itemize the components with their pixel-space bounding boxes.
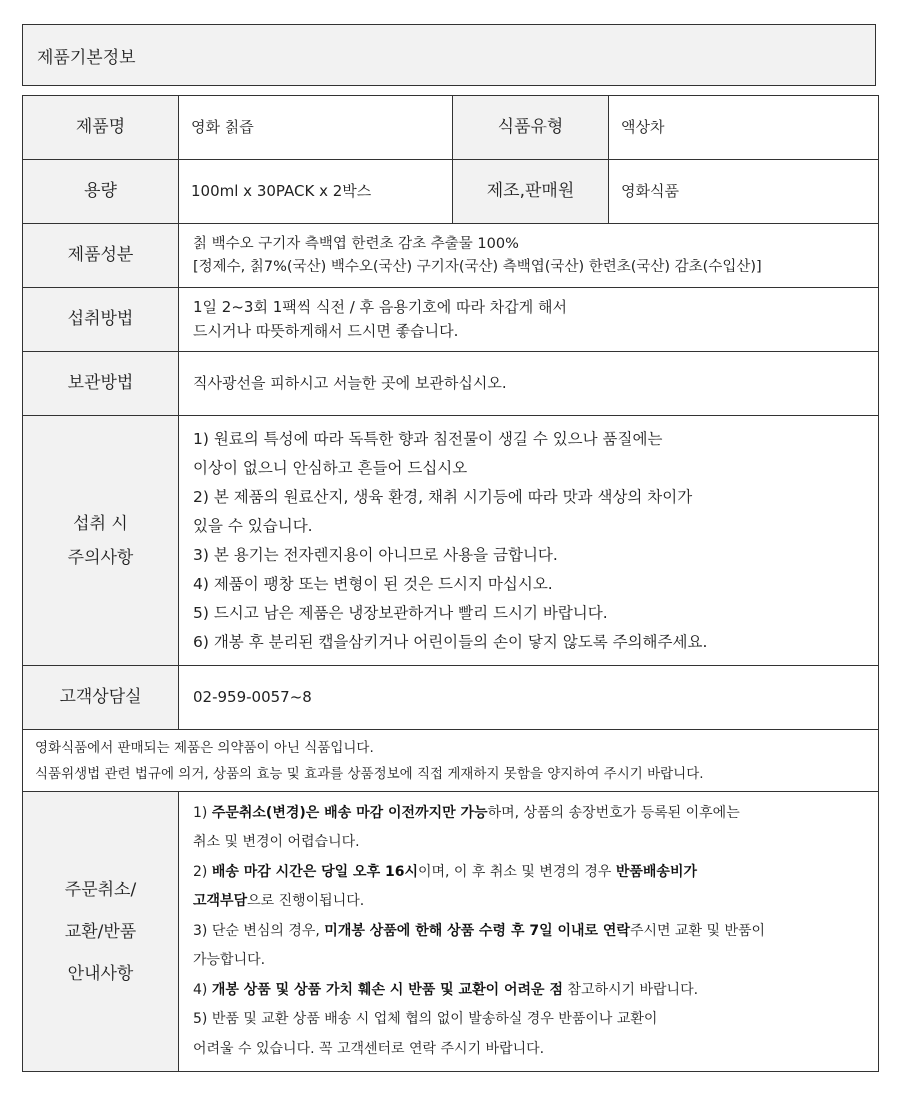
caution-label-line: 섭취 시 bbox=[73, 513, 128, 534]
row-name bbox=[23, 96, 879, 160]
returns-bold-text: 고객부담 bbox=[193, 893, 248, 910]
caution-label-line: 주의사항 bbox=[67, 547, 134, 568]
row-notice bbox=[23, 730, 879, 792]
label-contact: 고객상담실 bbox=[23, 666, 179, 730]
row-contact bbox=[23, 666, 879, 730]
row-caution bbox=[23, 416, 879, 666]
returns-text: 으로 진행이됩니다. bbox=[247, 893, 365, 910]
returns-label-line: 교환/반품 bbox=[64, 921, 137, 942]
row-storage bbox=[23, 352, 879, 416]
notice-text bbox=[23, 730, 879, 792]
product-info-table bbox=[22, 95, 879, 1072]
returns-bold-text: 미개봉 상품에 한해 상품 수령 후 7일 이내로 연락 bbox=[324, 922, 630, 939]
returns-line bbox=[193, 799, 866, 829]
returns-label-line: 안내사항 bbox=[67, 963, 134, 984]
row-returns bbox=[23, 792, 879, 1072]
notice-line: 영화식품에서 판매되는 제품은 의약품이 아닌 식품입니다. bbox=[35, 739, 374, 756]
section-title: 제품기본정보 bbox=[22, 24, 876, 86]
intake-line: 1일 2~3회 1팩씩 식전 / 후 음용기호에 따라 차갑게 해서 bbox=[193, 298, 568, 317]
value-intake bbox=[179, 288, 879, 352]
returns-bold-text: 주문취소(변경)은 배송 마감 이전까지만 가능 bbox=[211, 804, 488, 821]
returns-text: 4) bbox=[193, 981, 212, 998]
label-storage: 보관방법 bbox=[23, 352, 179, 416]
row-volume bbox=[23, 160, 879, 224]
label-intake: 섭취방법 bbox=[23, 288, 179, 352]
returns-label-line: 주문취소/ bbox=[64, 879, 137, 900]
label-maker: 제조,판매원 bbox=[453, 160, 609, 224]
caution-line: 2) 본 제품의 원료산지, 생육 환경, 채취 시기등에 따라 맛과 색상의 차이가 bbox=[193, 487, 693, 506]
value-food-type: 액상차 bbox=[609, 96, 879, 160]
returns-line: 어려울 수 있습니다. 꼭 고객센터로 연락 주시기 바랍니다. bbox=[193, 1040, 545, 1057]
caution-line: 4) 제품이 팽창 또는 변형이 된 것은 드시지 마십시오. bbox=[193, 574, 553, 593]
returns-line bbox=[193, 917, 866, 947]
returns-bold-text: 개봉 상품 및 상품 가치 훼손 시 반품 및 교환이 어려운 점 bbox=[211, 981, 563, 998]
value-returns bbox=[179, 792, 879, 1072]
value-ingredients bbox=[179, 224, 879, 288]
caution-line: 이상이 없으니 안심하고 흔들어 드십시오 bbox=[193, 458, 468, 477]
label-ingredients: 제품성분 bbox=[23, 224, 179, 288]
label-returns bbox=[23, 792, 179, 1072]
returns-line: 취소 및 변경이 어렵습니다. bbox=[193, 834, 360, 851]
caution-line: 6) 개봉 후 분리된 캡을삼키거나 어린이들의 손이 닿지 않도록 주의해주세요. bbox=[193, 632, 708, 651]
returns-bold-text: 반품배송비가 bbox=[615, 863, 698, 880]
ingredients-line: [정제수, 칡7%(국산) 백수오(국산) 구기자(국산) 측백엽(국산) 한련초(국산) 감초(수입산)] bbox=[193, 258, 762, 275]
caution-line: 1) 원료의 특성에 따라 독특한 향과 침전물이 생길 수 있으나 품질에는 bbox=[193, 429, 663, 448]
label-product-name: 제품명 bbox=[23, 96, 179, 160]
row-ingredients bbox=[23, 224, 879, 288]
returns-line: 5) 반품 및 교환 상품 배송 시 업체 협의 없이 발송하실 경우 반품이나 교환이 bbox=[193, 1011, 658, 1028]
label-caution bbox=[23, 416, 179, 666]
returns-text: 하며, 상품의 송장번호가 등록된 이후에는 bbox=[487, 804, 740, 821]
value-contact: 02-959-0057~8 bbox=[179, 666, 879, 730]
intake-line: 드시거나 따뜻하게해서 드시면 좋습니다. bbox=[193, 321, 459, 340]
value-maker: 영화식품 bbox=[609, 160, 879, 224]
value-product-name: 영화 칡즙 bbox=[179, 96, 453, 160]
caution-line: 있을 수 있습니다. bbox=[193, 516, 313, 535]
returns-text: 1) bbox=[193, 804, 212, 821]
notice-line: 식품위생법 관련 법규에 의거, 상품의 효능 및 효과를 상품정보에 직접 게재하지 못함을 양지하여 주시기 바랍니다. bbox=[35, 765, 704, 782]
caution-line: 5) 드시고 남은 제품은 냉장보관하거나 빨리 드시기 바랍니다. bbox=[193, 603, 608, 622]
row-intake bbox=[23, 288, 879, 352]
ingredients-line: 칡 백수오 구기자 측백엽 한련초 감초 추출물 100% bbox=[193, 236, 519, 253]
returns-line bbox=[193, 976, 866, 1006]
caution-line: 3) 본 용기는 전자렌지용이 아니므로 사용을 금합니다. bbox=[193, 545, 558, 564]
value-volume: 100ml x 30PACK x 2박스 bbox=[179, 160, 453, 224]
returns-text: 2) bbox=[193, 863, 212, 880]
returns-text: 3) 단순 변심의 경우, bbox=[193, 922, 325, 939]
returns-text: 참고하시기 바랍니다. bbox=[562, 981, 699, 998]
returns-text: 주시면 교환 및 반품이 bbox=[630, 922, 766, 939]
label-food-type: 식품유형 bbox=[453, 96, 609, 160]
returns-text: 이며, 이 후 취소 및 변경의 경우 bbox=[417, 863, 616, 880]
value-caution bbox=[179, 416, 879, 666]
value-storage: 직사광선을 피하시고 서늘한 곳에 보관하십시오. bbox=[179, 352, 879, 416]
returns-line bbox=[193, 858, 866, 888]
returns-line: 가능합니다. bbox=[193, 952, 266, 969]
label-volume: 용량 bbox=[23, 160, 179, 224]
returns-bold-text: 배송 마감 시간은 당일 오후 16시 bbox=[211, 863, 418, 880]
returns-line bbox=[193, 887, 866, 917]
